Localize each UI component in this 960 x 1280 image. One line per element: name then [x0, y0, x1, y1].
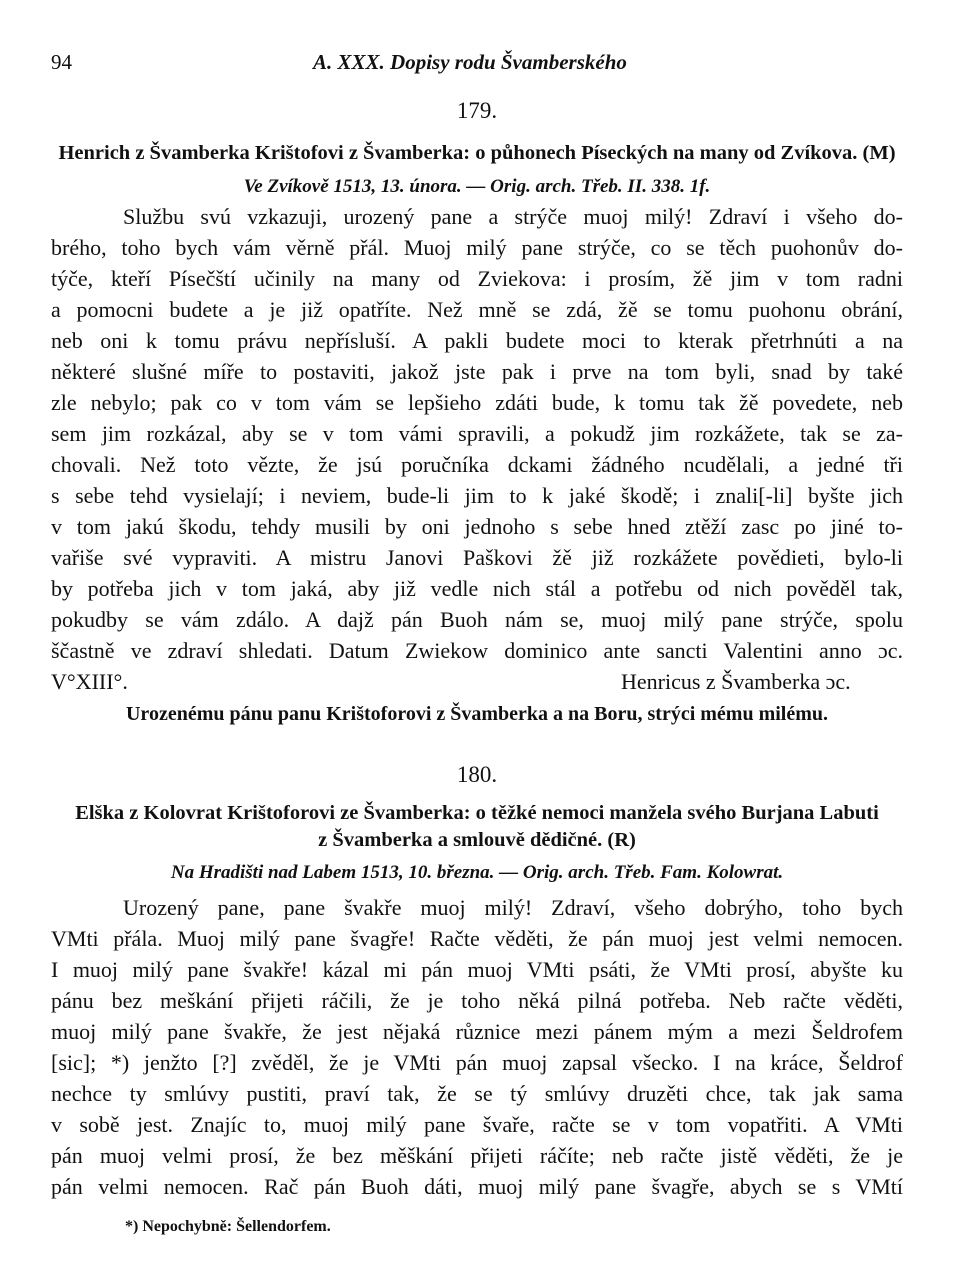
body-line: ščastně ve zdraví shledati. Datum Zwiekow dominico ante sancti Valentini anno ɔc. — [51, 638, 903, 663]
letter-number-179: 179. — [456, 98, 498, 123]
body-line: sem jim rozkázal, aby se v tom vámi spravili, a pokudž jim rozkážete, tak se za- — [51, 421, 903, 446]
letter-number-180: 180. — [456, 762, 498, 787]
running-head — [51, 50, 903, 78]
running-title: A. XXX. Dopisy rodu Švamberského — [313, 50, 627, 74]
body-line: VMti přála. Muoj milý pane švagře! Račte věděti, že pán muoj jest velmi nemocen. — [51, 926, 903, 951]
body-line: s sebe tehd vysielají; i neviem, bude-li jim to k jaké škodě; i znali[-li] byšte jich — [51, 483, 903, 508]
letter-heading-179: Henrich z Švamberka Krištofovi z Švamberka: o půhonech Píseckých na many od Zvíkova. (M) — [58, 142, 896, 164]
letter-address-179: Urozenému pánu panu Krištoforovi z Švamberka a na Boru, strýci mému milému. — [125, 703, 829, 725]
body-line: Urozený pane, pane švakře muoj milý! Zdraví, všeho dobrýho, toho bych — [123, 895, 903, 920]
body-line: pánu bez meškání přijeti ráčili, že je toho něká pilná potřeba. Neb račte věděti, — [51, 988, 903, 1013]
letter-source-179: Ve Zvíkově 1513, 13. února. — Orig. arch. Třeb. II. 338. 1f. — [243, 176, 711, 197]
body-line: chovali. Než toto vězte, že jsú poručníka dckami žádného ncudělali, a jedné tři — [51, 452, 903, 477]
body-line: pokudby se vám zdálo. A dajž pán Buoh nám se, muoj milý pane strýče, spolu — [51, 607, 903, 632]
body-line: vařiše své vypraviti. A mistru Janovi Paškovi žě již rozkážete povědieti, bylo-li — [51, 545, 903, 570]
signature: Henricus z Švamberka ɔc. — [621, 669, 851, 694]
body-line: [sic]; *) jenžto [?] zvěděl, že je VMti pán muoj zapsal všecko. I na kráce, Šeldrof — [51, 1050, 903, 1075]
body-line: v tom jakú škodu, tehdy musili by oni jednoho s sebe hned ztěží zasc po jiné to- — [51, 514, 903, 539]
book-page — [51, 0, 903, 1280]
body-line: nechce ty smlúvy pustiti, praví tak, že se tý smlúvy druzěti chce, tak jak sama — [51, 1081, 903, 1106]
body-line: pán muoj velmi prosí, že bez měškání přijeti ráčíte; neb račte jistě věděti, že je — [51, 1143, 903, 1168]
footnote: *) Nepochybně: Šellendorfem. — [125, 1218, 331, 1235]
letter-heading-180-line-2: z Švamberka a smlouvě dědičné. (R) — [318, 829, 636, 851]
body-line: týče, kteří Písečští učinily na many od Zviekova: i prosím, žě jim v tom radni — [51, 266, 903, 291]
body-line: pán velmi nemocen. Rač pán Buoh dáti, muoj milý pane švagře, abych se s VMtí — [51, 1174, 903, 1199]
body-line: v sobě jest. Znajíc to, muoj milý pane švaře, račte se v tom vopatřiti. A VMti — [51, 1112, 903, 1137]
body-line: neb oni k tomu právu nepřísluší. A pakli budete moci to kterak přetrhnúti a na — [51, 328, 903, 353]
letter-heading-180-line-1: Elška z Kolovrat Krištoforovi ze Švamberka: o těžké nemoci manžela svého Burjana Labuti — [75, 802, 879, 824]
body-line: některé slušné míře to postaviti, jakož jste pak i prve na tom byli, snad by také — [51, 359, 903, 384]
body-line: a pomocni budete a je již opatříte. Než mně se zdá, žě se tomu puohonu obrání, — [51, 297, 903, 322]
body-line: I muoj milý pane švakře! kázal mi pán muoj VMti psáti, že VMti prosí, abyšte ku — [51, 957, 903, 982]
body-line: by potřeba jich v tom jaká, aby již vedle nich stál a potřebu od nich pověděl tak, — [51, 576, 903, 601]
body-line: brého, toho bych vám věrně přál. Muoj milý pane strýče, co se těch puohonův do- — [51, 235, 903, 260]
body-line: muoj milý pane švakře, že jest nějaká různice mezi pánem mým a mezi Šeldrofem — [51, 1019, 903, 1044]
page-number: 94 — [51, 50, 72, 74]
body-line: zle nebylo; pak co v tom vám se lepšieho zdáti bude, k tomu tak žě povedete, neb — [51, 390, 903, 415]
body-line: Službu svú vzkazuji, urozený pane a strýče muoj milý! Zdraví i všeho do- — [123, 204, 903, 229]
date-line: V°XIII°. — [51, 669, 128, 694]
letter-source-180: Na Hradišti nad Labem 1513, 10. března. — Orig. arch. Třeb. Fam. Kolowrat. — [170, 862, 784, 883]
